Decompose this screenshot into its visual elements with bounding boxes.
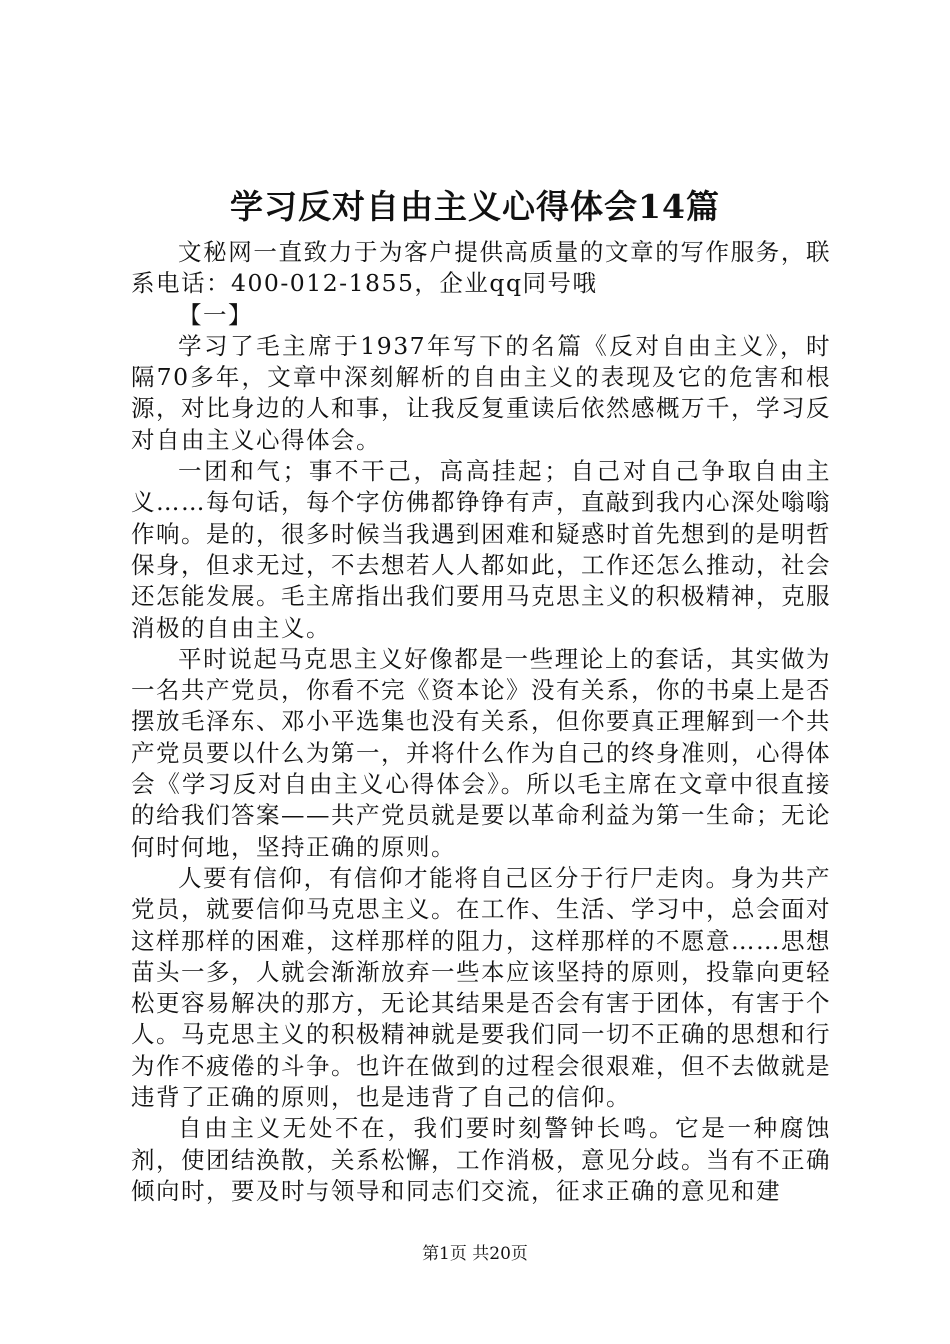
body-paragraph: 人要有信仰，有信仰才能将自己区分于行尸走肉。身为共产党员，就要信仰马克思主义。在工作、生活、学习中，总会面对这样那样的困难，这样那样的阻力，这样那样的不愿意……思想苗头一多，人就会渐渐放弃一些本应该坚持的原则，投靠向更轻松更容易解决的那方，无论其结果是否会有害于团体，有害于个人。马克思主义的积极精神就是要我们同一切不正确的思想和行为作不疲倦的斗争。也许在做到的过程会很艰难，但不去做就是违背了正确的原则，也是违背了自己的信仰。	[131, 863, 831, 1112]
body-paragraph: 自由主义无处不在，我们要时刻警钟长鸣。它是一种腐蚀剂，使团结涣散，关系松懈，工作消极，意见分歧。当有不正确倾向时，要及时与领导和同志们交流，征求正确的意见和建	[131, 1114, 831, 1205]
intro-paragraph: 文秘网一直致力于为客户提供高质量的文章的写作服务，联系电话：400-012-1855，企业qq同号哦	[131, 238, 831, 298]
section-heading: 【一】	[178, 300, 253, 329]
body-paragraph: 一团和气；事不干己，高高挂起；自己对自己争取自由主义……每句话，每个字仿佛都铮铮有声，直敲到我内心深处嗡嗡作响。是的，很多时候当我遇到困难和疑惑时首先想到的是明哲保身，但求无过，不去想若人人都如此，工作还怎么推动，社会还怎能发展。毛主席指出我们要用马克思主义的积极精神，克服消极的自由主义。	[131, 457, 831, 642]
document-title: 学习反对自由主义心得体会14篇	[230, 187, 720, 226]
document-body	[131, 237, 831, 1207]
page-footer: 第1页 共20页	[422, 1244, 528, 1264]
body-paragraph: 平时说起马克思主义好像都是一些理论上的套话，其实做为一名共产党员，你看不完《资本论》没有关系，你的书桌上是否摆放毛泽东、邓小平选集也没有关系，但你要真正理解到一个共产党员要以什么为第一，并将什么作为自己的终身准则，心得体会《学习反对自由主义心得体会》。所以毛主席在文章中很直接的给我们答案——共产党员就是要以革命利益为第一生命；无论何时何地，坚持正确的原则。	[131, 644, 831, 861]
body-paragraph: 学习了毛主席于1937年写下的名篇《反对自由主义》，时隔70多年，文章中深刻解析的自由主义的表现及它的危害和根源，对比身边的人和事，让我反复重读后依然感概万千，学习反对自由主义心得体会。	[131, 331, 831, 454]
